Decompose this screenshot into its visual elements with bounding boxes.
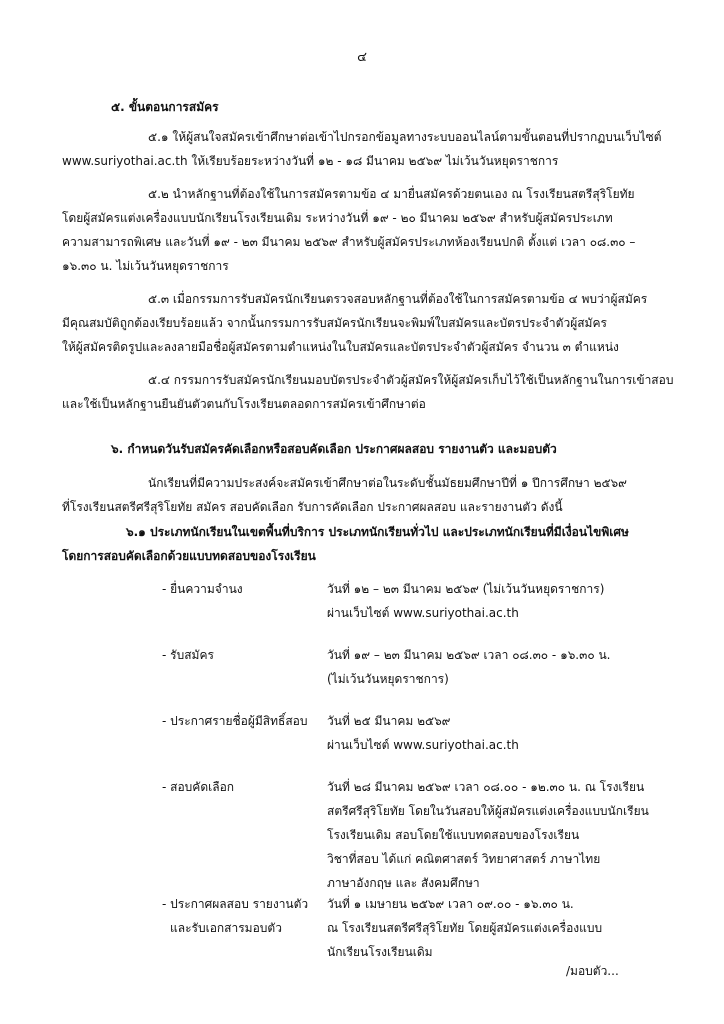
section-5-2-line-1: ๕.๒ นำหลักฐานที่ต้องใช้ในการสมัครตามข้อ ๔ มายื่นสมัครด้วยตนเอง ณ โรงเรียนสตรีสุริโยทัย bbox=[148, 187, 635, 201]
schedule-item-detail: ณ โรงเรียนสตรีศรีสุริโยทัย โดยผู้สมัครแต่งเครื่องแบบ bbox=[327, 921, 603, 935]
section-5-3-line-3: ให้ผู้สมัครติดรูปและลงลายมือชื่อผู้สมัครตามตำแหน่งในใบสมัครและบัตรประจำตัวผู้สมัคร จำนวน ๓ ตำแหน่ง bbox=[62, 340, 619, 354]
section-5-2-line-4: ๑๖.๓๐ น. ไม่เว้นวันหยุดราชการ bbox=[62, 259, 229, 273]
section-5-4-line-2: และใช้เป็นหลักฐานยืนยันตัวตนกับโรงเรียนตลอดการสมัครเข้าศึกษาต่อ bbox=[62, 397, 426, 411]
page-number: ๔ bbox=[357, 50, 367, 65]
section-6-1-heading-line-1: ๖.๑ ประเภทนักเรียนในเขตพื้นที่บริการ ประเภทนักเรียนทั่วไป และประเภทนักเรียนที่มีเงื่อนไขพิเศษ bbox=[126, 525, 629, 539]
section-6-intro-line-1: นักเรียนที่มีความประสงค์จะสมัครเข้าศึกษาต่อในระดับชั้นมัธยมศึกษาปีที่ ๑ ปีการศึกษา ๒๕๖๙ bbox=[148, 476, 627, 490]
section-5-1-line-1: ๕.๑ ให้ผู้สนใจสมัครเข้าศึกษาต่อเข้าไปกรอกข้อมูลทางระบบออนไลน์ตามขั้นตอนที่ปรากฏบนเว็บไซต์ bbox=[148, 130, 662, 144]
schedule-item-label: - ประกาศรายชื่อผู้มีสิทธิ์สอบ bbox=[162, 714, 308, 728]
section-6-intro-line-2: ที่โรงเรียนสตรีศรีสุริโยทัย สมัคร สอบคัดเลือก รับการคัดเลือก ประกาศผลสอบ และรายงานตัว ดังนี้ bbox=[62, 500, 563, 514]
schedule-item-label: - ประกาศผลสอบ รายงานตัว bbox=[162, 897, 309, 911]
schedule-item-detail: วิชาที่สอบ ได้แก่ คณิตศาสตร์ วิทยาศาสตร์ ภาษาไทย bbox=[327, 852, 601, 866]
schedule-item-detail: วันที่ ๑๙ – ๒๓ มีนาคม ๒๕๖๙ เวลา ๐๘.๓๐ - ๑๖.๓๐ น. bbox=[327, 648, 611, 662]
schedule-item-detail: โรงเรียนเดิม สอบโดยใช้แบบทดสอบของโรงเรียน bbox=[327, 828, 580, 842]
section-6-heading: ๖. กำหนดวันรับสมัครคัดเลือกหรือสอบคัดเลือก ประกาศผลสอบ รายงานตัว และมอบตัว bbox=[111, 442, 557, 456]
section-5-2-line-2: โดยผู้สมัครแต่งเครื่องแบบนักเรียนโรงเรียนเดิม ระหว่างวันที่ ๑๙ - ๒๐ มีนาคม ๒๕๖๙ สำหรับผู้สมัครประเภท bbox=[62, 211, 613, 225]
schedule-item-label: และรับเอกสารมอบตัว bbox=[170, 921, 282, 935]
section-5-3-line-2: มีคุณสมบัติถูกต้องเรียบร้อยแล้ว จากนั้นกรรมการรับสมัครนักเรียนจะพิมพ์ใบสมัครและบัตรประจำตัวผู้สมัคร bbox=[62, 316, 607, 330]
schedule-item-detail: สตรีศรีสุริโยทัย โดยในวันสอบให้ผู้สมัครแต่งเครื่องแบบนักเรียน bbox=[327, 804, 649, 818]
section-5-heading: ๕. ขั้นตอนการสมัคร bbox=[111, 100, 219, 114]
schedule-item-detail: ผ่านเว็บไซต์ www.suriyothai.ac.th bbox=[327, 738, 519, 752]
section-5-4-line-1: ๕.๔ กรรมการรับสมัครนักเรียนมอบบัตรประจำตัวผู้สมัครให้ผู้สมัครเก็บไว้ใช้เป็นหลักฐานในการเข้าสอบ bbox=[148, 373, 674, 387]
section-5-1-line-2: www.suriyothai.ac.th ให้เรียบร้อยระหว่างวันที่ ๑๒ - ๑๘ มีนาคม ๒๕๖๙ ไม่เว้นวันหยุดราชการ bbox=[62, 154, 559, 168]
schedule-item-detail: (ไม่เว้นวันหยุดราชการ) bbox=[327, 672, 449, 686]
section-5-3-line-1: ๕.๓ เมื่อกรรมการรับสมัครนักเรียนตรวจสอบหลักฐานที่ต้องใช้ในการสมัครตามข้อ ๔ พบว่าผู้สมัคร bbox=[148, 292, 648, 306]
schedule-item-detail: นักเรียนโรงเรียนเดิม bbox=[327, 945, 433, 959]
schedule-item-detail: วันที่ ๑๒ – ๒๓ มีนาคม ๒๕๖๙ (ไม่เว้นวันหยุดราชการ) bbox=[327, 582, 605, 596]
schedule-item-label: - ยื่นความจำนง bbox=[162, 582, 243, 596]
schedule-item-label: - รับสมัคร bbox=[162, 648, 214, 662]
schedule-item-detail: ภาษาอังกฤษ และ สังคมศึกษา bbox=[327, 876, 480, 890]
section-5-2-line-3: ความสามารถพิเศษ และวันที่ ๑๙ - ๒๓ มีนาคม ๒๕๖๙ สำหรับผู้สมัครประเภทห้องเรียนปกติ ตั้งแต่ เวลา ๐๘.๓๐ – bbox=[62, 235, 636, 249]
schedule-item-detail: วันที่ ๒๕ มีนาคม ๒๕๖๙ bbox=[327, 714, 451, 728]
schedule-item-label: - สอบคัดเลือก bbox=[162, 780, 235, 794]
section-6-1-heading-line-2: โดยการสอบคัดเลือกด้วยแบบทดสอบของโรงเรียน bbox=[62, 549, 316, 563]
schedule-item-detail: วันที่ ๒๘ มีนาคม ๒๕๖๙ เวลา ๐๘.๐๐ - ๑๒.๓๐ น. ณ โรงเรียน bbox=[327, 780, 645, 794]
schedule-item-detail: ผ่านเว็บไซต์ www.suriyothai.ac.th bbox=[327, 606, 519, 620]
schedule-item-detail: วันที่ ๑ เมษายน ๒๕๖๙ เวลา ๐๙.๐๐ - ๑๖.๓๐ น. bbox=[327, 897, 574, 911]
continuation-note: /มอบตัว... bbox=[566, 964, 619, 978]
